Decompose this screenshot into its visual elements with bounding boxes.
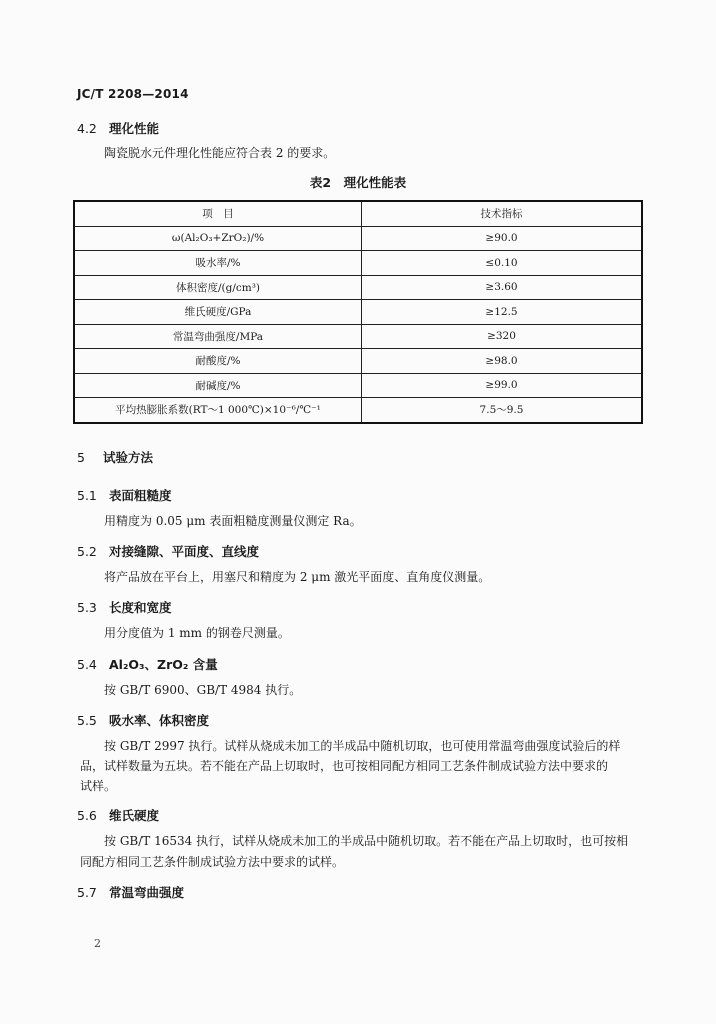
section-number: 5.5	[77, 713, 97, 728]
table-cell-item: 常温弯曲强度/MPa	[74, 324, 362, 349]
section-title: 维氏硬度	[108, 808, 159, 823]
table-caption: 表2 理化性能表	[309, 175, 407, 190]
section-title: 对接缝隙、平面度、直线度	[108, 544, 259, 559]
table-row	[74, 373, 642, 398]
section-number: 5	[77, 450, 85, 465]
table-cell-item: 平均热膨胀系数(RT～1 000℃)×10⁻⁶/℃⁻¹	[74, 398, 362, 423]
table-cell-spec: ≥98.0	[362, 349, 643, 374]
section-number: 5.2	[77, 544, 97, 559]
table-cell-item: 维氏硬度/GPa	[74, 300, 362, 325]
section-5-6-line-2: 同配方相同工艺条件制成试验方法中要求的试样。	[80, 855, 345, 869]
table-header-row	[74, 201, 642, 226]
section-number: 5.3	[77, 600, 97, 615]
table-cell-spec: ≥99.0	[362, 373, 643, 398]
section-heading-5	[77, 448, 153, 466]
section-heading-5-3	[77, 598, 172, 616]
table-row	[74, 349, 642, 374]
table-cell-item: 吸水率/%	[74, 251, 362, 276]
section-number: 4.2	[77, 121, 97, 136]
section-number: 5.4	[77, 657, 97, 672]
section-heading-5-5	[77, 711, 209, 729]
page-number: 2	[94, 937, 101, 950]
table-cell-item: ω(Al₂O₃+ZrO₂)/%	[74, 226, 362, 251]
table-cell-spec: ≥12.5	[362, 300, 643, 325]
section-heading-5-6	[77, 806, 159, 824]
table-cell-item: 耐酸度/%	[74, 349, 362, 374]
document-id: JC/T 2208—2014	[77, 87, 189, 101]
table-cell-item: 耐碱度/%	[74, 373, 362, 398]
section-5-1-text: 用精度为 0.05 μm 表面粗糙度测量仪测定 Ra。	[104, 514, 362, 528]
section-5-3-text: 用分度值为 1 mm 的钢卷尺测量。	[104, 626, 290, 640]
column-header-spec: 技术指标	[362, 201, 643, 226]
table-row	[74, 324, 642, 349]
table-row	[74, 226, 642, 251]
section-heading-5-1	[77, 486, 172, 504]
table-cell-item: 体积密度/(g/cm³)	[74, 275, 362, 300]
section-5-5-line-2: 品，试样数量为五块。若不能在产品上切取时，也可按相同配方相同工艺条件制成试验方法中要求的	[80, 759, 609, 773]
section-heading-5-2	[77, 542, 259, 560]
properties-table	[73, 200, 643, 424]
table-row	[74, 251, 642, 276]
section-number: 5.6	[77, 808, 97, 823]
section-5-2-text: 将产品放在平台上，用塞尺和精度为 2 μm 激光平面度、直角度仪测量。	[104, 570, 491, 584]
section-title: 理化性能	[108, 121, 159, 136]
table-cell-spec: ≥320	[362, 324, 643, 349]
section-title: 表面粗糙度	[108, 488, 172, 503]
section-title: 长度和宽度	[108, 600, 172, 615]
table-row	[74, 275, 642, 300]
section-title: Al₂O₃、ZrO₂ 含量	[108, 657, 218, 672]
section-heading-5-4	[77, 655, 218, 673]
section-5-6-line-1: 按 GB/T 16534 执行，试样从烧成未加工的半成品中随机切取。若不能在产品上切取时，也可按相	[104, 834, 629, 848]
table-cell-spec: ≥90.0	[362, 226, 643, 251]
table-row	[74, 300, 642, 325]
section-5-5-line-1: 按 GB/T 2997 执行。试样从烧成未加工的半成品中随机切取，也可使用常温弯曲强度试验后的样	[104, 739, 621, 753]
table-cell-spec: ≥3.60	[362, 275, 643, 300]
column-header-item: 项 目	[74, 201, 362, 226]
section-title: 常温弯曲强度	[108, 885, 184, 900]
section-title: 吸水率、体积密度	[108, 713, 209, 728]
table-cell-spec: 7.5～9.5	[362, 398, 643, 423]
section-number: 5.1	[77, 488, 97, 503]
table-row	[74, 398, 642, 423]
section-5-4-text: 按 GB/T 6900、GB/T 4984 执行。	[104, 683, 302, 697]
section-5-5-line-3: 试样。	[80, 779, 117, 793]
section-heading-4-2	[77, 119, 159, 137]
section-title: 试验方法	[102, 450, 153, 465]
section-heading-5-7	[77, 883, 184, 901]
section-number: 5.7	[77, 885, 97, 900]
table-cell-spec: ≤0.10	[362, 251, 643, 276]
section-4-2-text: 陶瓷脱水元件理化性能应符合表 2 的要求。	[104, 146, 336, 160]
